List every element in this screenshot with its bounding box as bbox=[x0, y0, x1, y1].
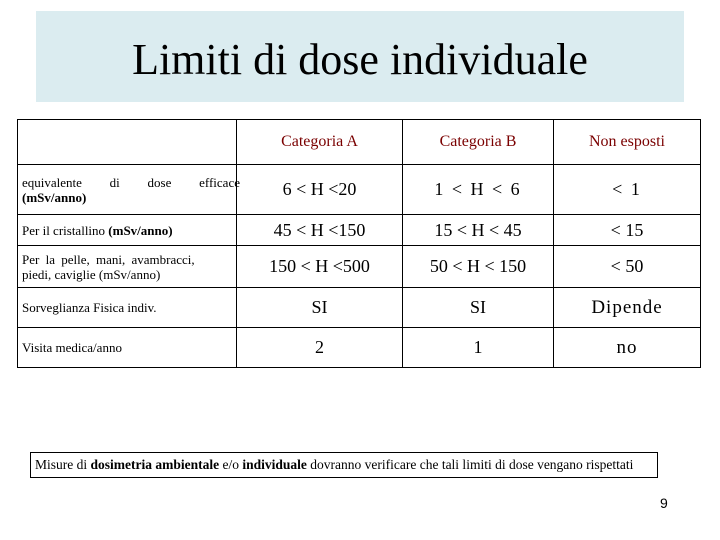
value-cell: 6 < H <20 bbox=[237, 165, 403, 215]
header-categoria-b: Categoria B bbox=[403, 120, 554, 165]
dose-limits-table bbox=[17, 119, 701, 368]
header-non-esposti: Non esposti bbox=[554, 120, 701, 165]
value-cell: < 1 bbox=[554, 165, 701, 215]
value-cell: 1 < H < 6 bbox=[403, 165, 554, 215]
note-bold-text: individuale bbox=[242, 457, 307, 472]
row-label-cristallino bbox=[18, 215, 237, 246]
table-row bbox=[18, 165, 701, 215]
value-cell: < 50 bbox=[554, 246, 701, 288]
table-row bbox=[18, 328, 701, 368]
value-cell: Dipende bbox=[554, 288, 701, 328]
page-number: 9 bbox=[660, 495, 668, 511]
note-text: dovranno verificare che tali limiti di dose vengano rispettati bbox=[306, 457, 634, 472]
value-cell: 50 < H < 150 bbox=[403, 246, 554, 288]
row-label-line1: equivalente di dose efficace bbox=[22, 174, 240, 190]
value-cell: < 15 bbox=[554, 215, 701, 246]
value-cell: 15 < H < 45 bbox=[403, 215, 554, 246]
header-cell-empty bbox=[18, 120, 237, 165]
table-row bbox=[18, 288, 701, 328]
table-row bbox=[18, 215, 701, 246]
row-label-unit: (mSv/anno) bbox=[22, 189, 87, 205]
slide-title: Limiti di dose individuale bbox=[132, 35, 588, 84]
table-row bbox=[18, 246, 701, 288]
row-label-line1: Per il cristallino bbox=[22, 222, 109, 238]
row-label-line2: piedi, caviglie (mSv/anno) bbox=[22, 266, 161, 282]
value-cell: SI bbox=[403, 288, 554, 328]
value-cell: SI bbox=[237, 288, 403, 328]
row-label-dose-efficace bbox=[18, 165, 240, 215]
row-label-sorveglianza: Sorveglianza Fisica indiv. bbox=[18, 288, 237, 328]
row-label-line1: Per la pelle, mani, avambracci, bbox=[22, 251, 195, 267]
row-label-visita: Visita medica/anno bbox=[18, 328, 237, 368]
note-box bbox=[30, 452, 658, 478]
value-cell: 45 < H <150 bbox=[237, 215, 403, 246]
value-cell: 2 bbox=[237, 328, 403, 368]
note-text: Misure di bbox=[35, 457, 91, 472]
title-banner bbox=[36, 11, 684, 102]
note-bold-text: dosimetria ambientale bbox=[90, 457, 220, 472]
row-label-unit: (mSv/anno) bbox=[108, 222, 173, 238]
note-text: e/o bbox=[219, 457, 243, 472]
value-cell: 1 bbox=[403, 328, 554, 368]
row-label-pelle bbox=[18, 246, 237, 288]
value-cell: 150 < H <500 bbox=[237, 246, 403, 288]
value-cell: no bbox=[554, 328, 701, 368]
header-categoria-a: Categoria A bbox=[237, 120, 403, 165]
table-header-row bbox=[18, 120, 701, 165]
